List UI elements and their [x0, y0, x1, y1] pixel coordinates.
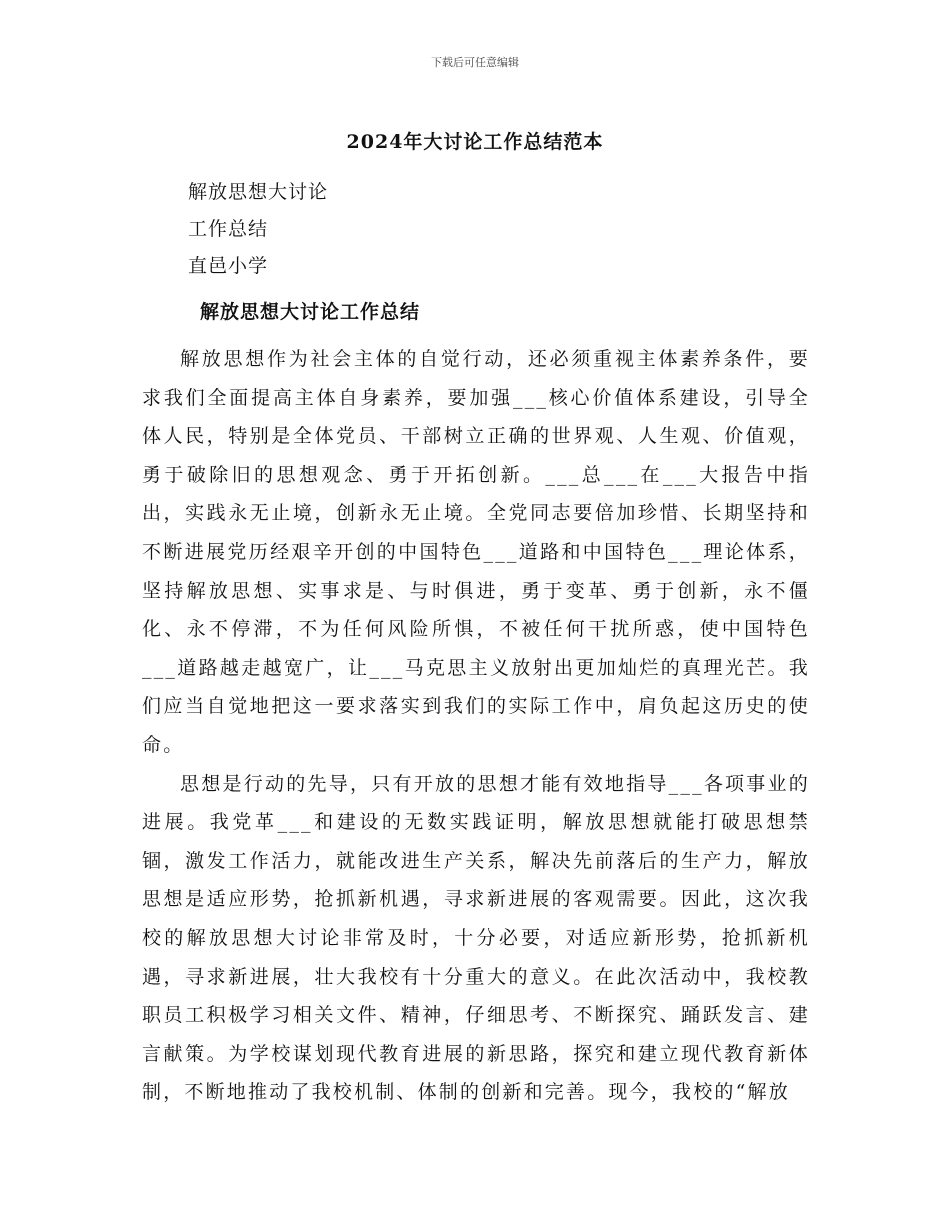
info-line-type: 工作总结	[188, 218, 269, 240]
header-note: 下载后可任意编辑	[431, 56, 519, 69]
paragraph: 思想是行动的先导，只有开放的思想才能有效地指导___各项事业的进展。我党革___和建设的无数实践证明，解放思想就能打破思想禁锢，激发工作活力，就能改进生产关系，解决先前落后的生产力，解放思想是适应形势，抢抓新机遇，寻求新进展的客观需要。因此，这次我校的解放思想大讨论非常及时，十分必要，对适应新形势，抢抓新机遇，寻求新进展，壮大我校有十分重大的意义。在此次活动中，我校教职员工积极学习相关文件、精神，仔细思考、不断探究、踊跃发言、建言献策。为学校谋划现代教育进展的新思路，探究和建立现代教育新体制，不断地推动了我校机制、体制的创新和完善。现今，我校的“解放	[142, 772, 810, 1104]
section-heading: 解放思想大讨论工作总结	[200, 301, 421, 323]
body-text	[142, 340, 810, 1112]
info-block	[188, 174, 328, 285]
paragraph: 解放思想作为社会主体的自觉行动，还必须重视主体素养条件，要求我们全面提高主体自身素养，要加强___核心价值体系建设，引导全体人民，特别是全体党员、干部树立正确的世界观、人生观、价值观，勇于破除旧的思想观念、勇于开拓创新。___总___在___大报告中指出，实践永无止境，创新永无止境。全党同志要倍加珍惜、长期坚持和不断进展党历经艰辛开创的中国特色___道路和中国特色___理论体系，坚持解放思想、实事求是、与时俱进，勇于变革、勇于创新，永不僵化、永不停滞，不为任何风险所惧，不被任何干扰所惑，使中国特色___道路越走越宽广，让___马克思主义放射出更加灿烂的真理光芒。我们应当自觉地把这一要求落实到我们的实际工作中，肩负起这历史的使命。	[142, 348, 810, 756]
info-line-school: 直邑小学	[188, 255, 269, 277]
document-title: 2024年大讨论工作总结范本	[346, 131, 604, 153]
info-line-topic: 解放思想大讨论	[188, 181, 329, 203]
